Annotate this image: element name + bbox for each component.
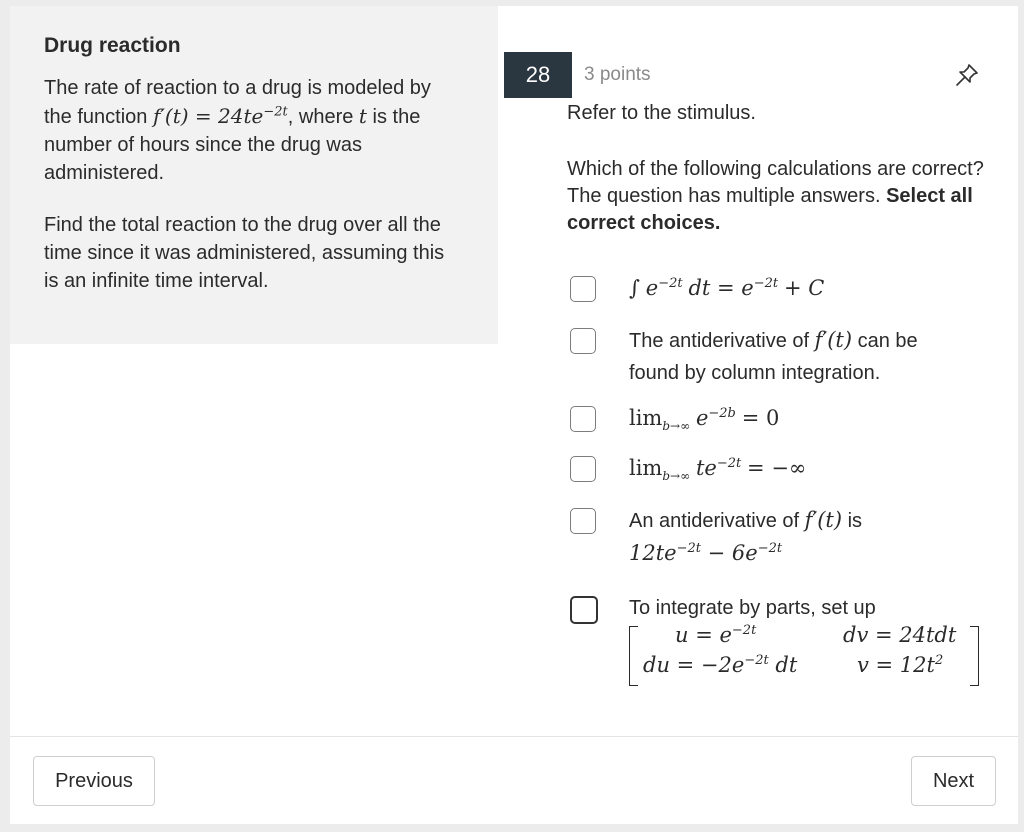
stimulus-paragraph-2: Find the total reaction to the drug over all the time since it was administered, assuming this is an infinite time interval. [44, 214, 445, 292]
question-points: 3 points [584, 64, 651, 85]
choice-d-label: $\lim_{b\to\infty} te^{-2t}$ = −∞ [629, 456, 807, 484]
question-prompt: Which of the following calculations are correct? The question has multiple answers. Select all correct choices. [567, 156, 997, 237]
question-number: 28 [504, 52, 572, 98]
choice-e[interactable] [568, 504, 988, 570]
choice-b-label: The antiderivative of f′(t) can be found by column integration. [629, 328, 918, 384]
choice-a-label: ∫ $e^{-2t}$ dt = $e^{-2t} + C$ [629, 276, 825, 300]
choice-c[interactable] [568, 402, 988, 436]
choice-b-checkbox[interactable] [570, 328, 596, 354]
integration-by-parts-matrix: $u = e^{-2t}$ dv = 24tdt du = $-2e^{-2t}$ dt $v = 12t^2$ [629, 624, 979, 688]
choice-b[interactable] [568, 324, 988, 390]
choice-f-checkbox[interactable] [570, 596, 598, 624]
previous-button[interactable]: Previous [33, 756, 155, 806]
footer-divider [10, 736, 1018, 737]
stimulus-panel [10, 6, 498, 344]
choice-c-label: $\lim_{b\to\infty} e^{-2b} = 0$ [629, 406, 780, 434]
question-instruction: The question has multiple answers. Select all correct choices. [567, 185, 973, 234]
stimulus-title: Drug reaction [44, 34, 181, 57]
next-button[interactable]: Next [911, 756, 996, 806]
choice-d-checkbox[interactable] [570, 456, 596, 482]
choice-c-checkbox[interactable] [570, 406, 596, 432]
pin-icon[interactable] [954, 62, 980, 88]
function-expression: f′(t) = 24te [152, 104, 264, 128]
choice-f-label: To integrate by parts, set up $u = e^{-2t}$ dv = 24tdt du = $-2e^{-2t}$ dt $v = 12t^2$ [629, 592, 979, 698]
refer-to-stimulus: Refer to the stimulus. [567, 102, 756, 124]
choice-e-label: An antiderivative of f′(t) is $12te^{-2t} - 6e^{-2t}$ [629, 508, 863, 565]
choice-e-checkbox[interactable] [570, 508, 596, 534]
stimulus-paragraph-1: The rate of reaction to a drug is modeled by the function $f'(t) = 24te^{-2t}$, where t is the number of hours since the drug was administered. [44, 77, 431, 184]
choice-f[interactable] [568, 592, 988, 692]
choice-a-checkbox[interactable] [570, 276, 596, 302]
choice-a[interactable] [568, 272, 988, 306]
choice-d[interactable] [568, 452, 988, 486]
question-card [10, 6, 1018, 824]
